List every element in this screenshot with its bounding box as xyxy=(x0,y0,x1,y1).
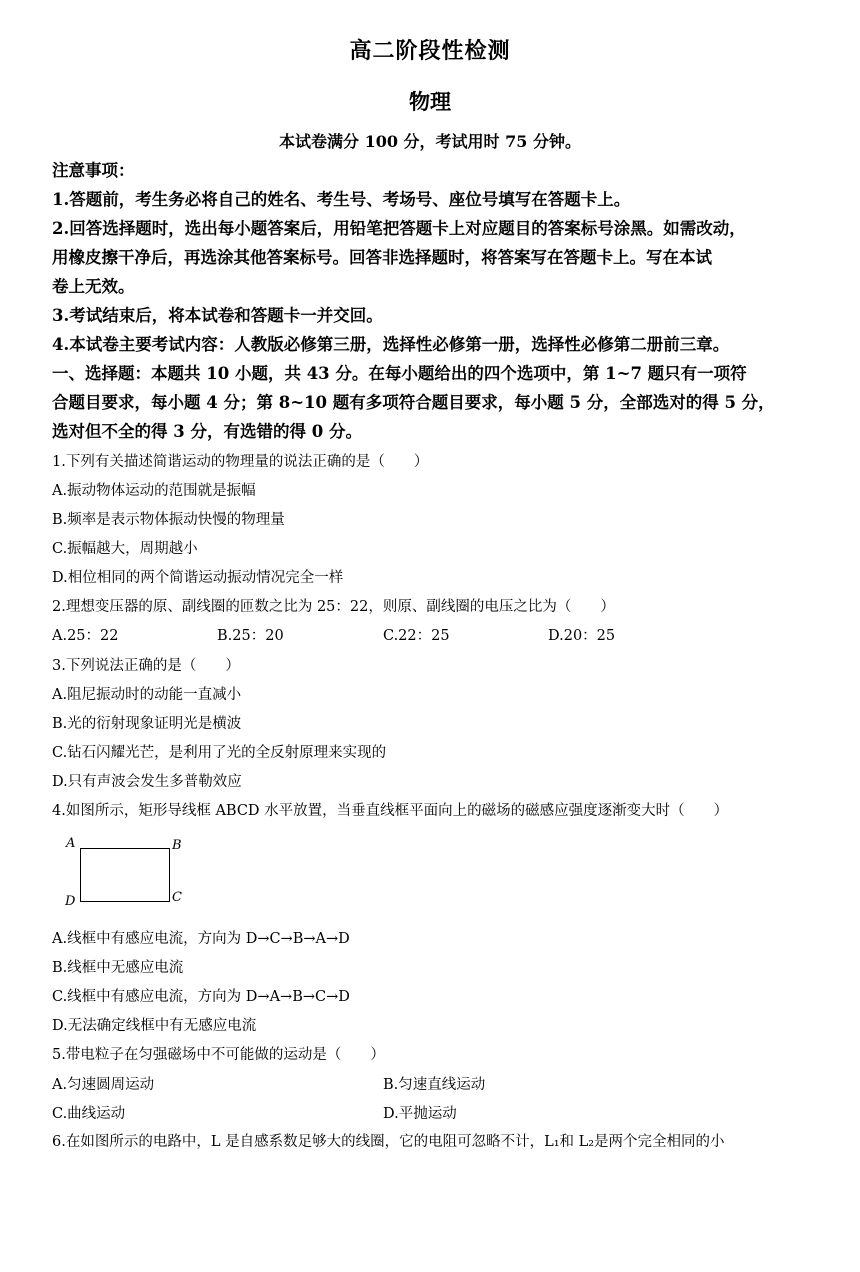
note-item-4: 4.本试卷主要考试内容：人教版必修第三册，选择性必修第一册，选择性必修第二册前三章。 xyxy=(52,335,730,354)
q3-option-c: C.钻石闪耀光芒，是利用了光的全反射原理来实现的 xyxy=(52,745,387,761)
q4-option-d: D.无法确定线框中有无感应电流 xyxy=(52,1018,257,1034)
q4-option-c: C.线框中有感应电流，方向为 D→A→B→C→D xyxy=(52,989,350,1005)
rectangle-frame-diagram xyxy=(62,836,192,916)
q2-option-a: A.25：22 xyxy=(52,628,119,644)
score-note: 本试卷满分 100 分，考试用时 75 分钟。 xyxy=(279,132,581,151)
q3-option-d: D.只有声波会发生多普勒效应 xyxy=(52,774,242,790)
note-item-2b: 用橡皮擦干净后，再选涂其他答案标号。回答非选择题时，将答案写在答题卡上。写在本试 xyxy=(52,248,712,267)
q3-option-b: B.光的衍射现象证明光是横波 xyxy=(52,716,242,732)
q1-option-a: A.振动物体运动的范围就是振幅 xyxy=(52,483,256,499)
q4-option-a: A.线框中有感应电流，方向为 D→C→B→A→D xyxy=(52,931,350,947)
exam-title: 高二阶段性检测 xyxy=(349,38,511,64)
q2-option-c: C.22：25 xyxy=(383,628,450,644)
section-1-line-2: 合题目要求，每小题 4 分；第 8~10 题有多项符合题目要求，每小题 5 分，全部选对的得 5 分， xyxy=(52,393,775,412)
vertex-d-label: D xyxy=(65,894,76,909)
note-item-2c: 卷上无效。 xyxy=(52,277,135,296)
q1-option-c: C.振幅越大，周期越小 xyxy=(52,541,198,557)
q5-option-d: D.平抛运动 xyxy=(383,1106,457,1122)
q1-option-d: D.相位相同的两个简谐运动振动情况完全一样 xyxy=(52,570,344,586)
section-1-line-3: 选对但不全的得 3 分，有选错的得 0 分。 xyxy=(52,422,362,441)
note-item-3: 3.考试结束后，将本试卷和答题卡一并交回。 xyxy=(52,306,383,325)
subject-title: 物理 xyxy=(409,89,451,114)
vertex-c-label: C xyxy=(172,890,182,905)
q5-option-c: C.曲线运动 xyxy=(52,1106,126,1122)
note-item-1: 1.答题前，考生务必将自己的姓名、考生号、考场号、座位号填写在答题卡上。 xyxy=(52,190,631,209)
q1-option-b: B.频率是表示物体振动快慢的物理量 xyxy=(52,512,285,528)
q2-stem: 2.理想变压器的原、副线圈的匝数之比为 25：22，则原、副线圈的电压之比为（ ） xyxy=(52,599,615,615)
q5-option-b: B.匀速直线运动 xyxy=(383,1077,486,1093)
q4-stem: 4.如图所示，矩形导线框 ABCD 水平放置，当垂直线框平面向上的磁场的磁感应强度逐渐变大时（ ） xyxy=(52,803,729,819)
q5-option-a: A.匀速圆周运动 xyxy=(52,1077,155,1093)
vertex-a-label: A xyxy=(66,836,76,851)
frame-rectangle xyxy=(80,848,170,902)
q3-stem: 3.下列说法正确的是（ ） xyxy=(52,658,240,674)
q5-stem: 5.带电粒子在匀强磁场中不可能做的运动是（ ） xyxy=(52,1047,385,1063)
q3-option-a: A.阻尼振动时的动能一直减小 xyxy=(52,687,242,703)
q2-option-d: D.20：25 xyxy=(548,628,616,644)
q6-stem: 6.在如图所示的电路中，L 是自感系数足够大的线圈，它的电阻可忽略不计，L₁和 L₂是两个完全相同的小 xyxy=(52,1134,725,1150)
note-item-2a: 2.回答选择题时，选出每小题答案后，用铅笔把答题卡上对应题目的答案标号涂黑。如需改动， xyxy=(52,219,746,238)
notes-heading: 注意事项： xyxy=(52,161,135,180)
section-1-line-1: 一、选择题：本题共 10 小题，共 43 分。在每小题给出的四个选项中，第 1~7 题只有一项符 xyxy=(52,364,747,383)
q1-stem: 1.下列有关描述简谐运动的物理量的说法正确的是（ ） xyxy=(52,454,429,470)
vertex-b-label: B xyxy=(172,838,182,853)
q4-option-b: B.线框中无感应电流 xyxy=(52,960,184,976)
q2-option-b: B.25：20 xyxy=(217,628,284,644)
